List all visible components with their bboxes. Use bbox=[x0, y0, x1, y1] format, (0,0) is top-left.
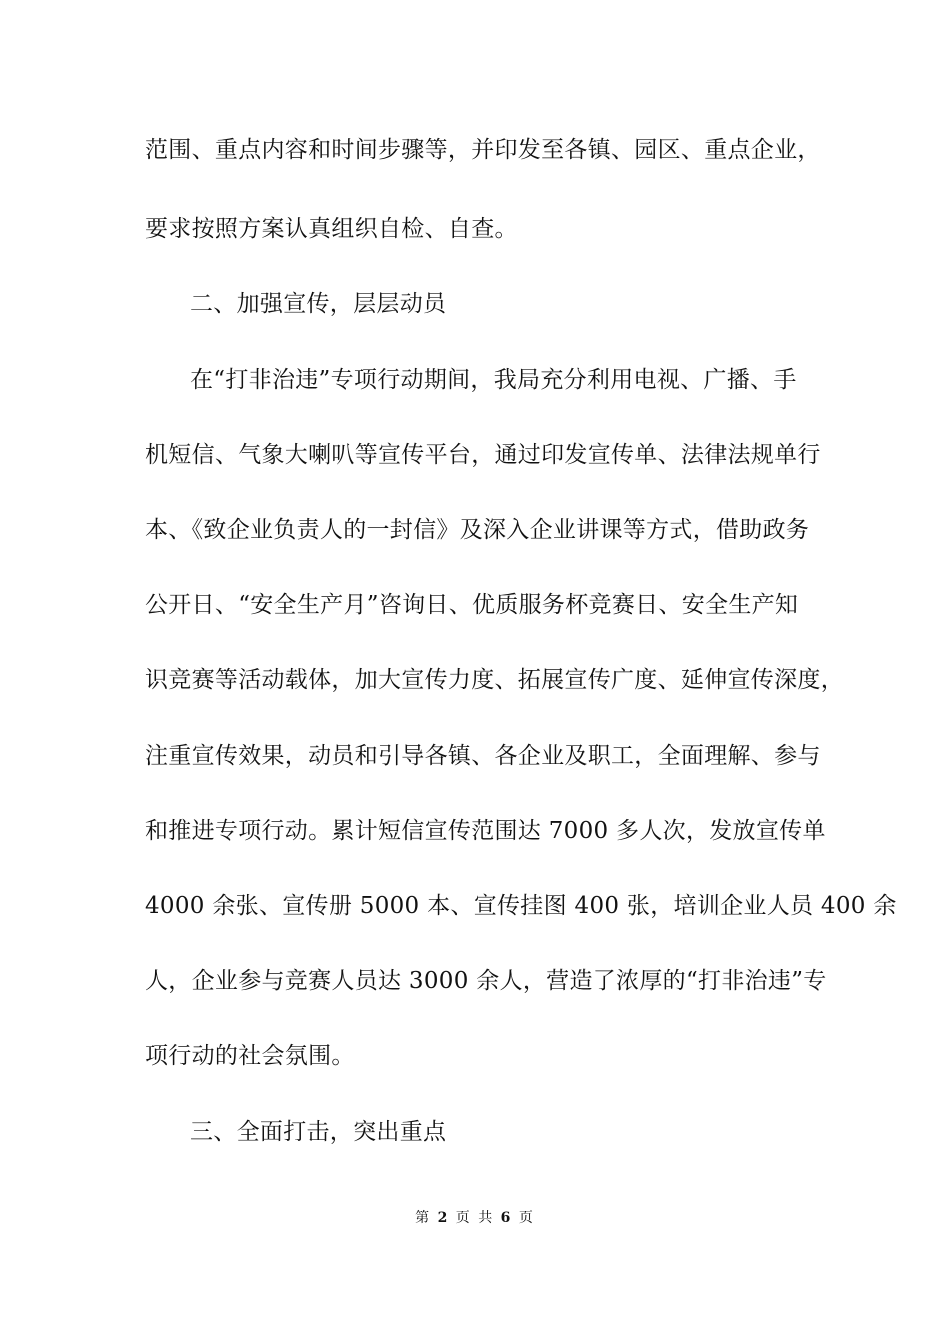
body-text-line: 人，企业参与竞赛人员达 3000 余人，营造了浓厚的“打非治违”专 bbox=[145, 968, 827, 994]
footer-prefix: 第 bbox=[415, 1210, 432, 1226]
footer-middle: 页 共 bbox=[455, 1210, 495, 1226]
section-heading: 二、加强宣传，层层动员 bbox=[190, 291, 447, 317]
body-text-line: 和推进专项行动。累计短信宣传范围达 7000 多人次，发放宣传单 bbox=[145, 818, 826, 844]
body-text-line: 公开日、“安全生产月”咨询日、优质服务杯竞赛日、安全生产知 bbox=[145, 592, 799, 618]
paragraph-first-line: 在“打非治违”专项行动期间，我局充分利用电视、广播、手 bbox=[190, 367, 797, 393]
body-text-line: 项行动的社会氛围。 bbox=[145, 1043, 355, 1069]
current-page-number: 2 bbox=[437, 1210, 450, 1226]
body-text-line: 4000 余张、宣传册 5000 本、宣传挂图 400 张，培训企业人员 400 余 bbox=[145, 893, 897, 919]
body-text-line: 要求按照方案认真组织自检、自查。 bbox=[145, 216, 518, 242]
footer-suffix: 页 bbox=[518, 1210, 535, 1226]
body-text-line: 识竞赛等活动载体，加大宣传力度、拓展宣传广度、延伸宣传深度， bbox=[145, 667, 844, 693]
body-text-line: 范围、重点内容和时间步骤等，并印发至各镇、园区、重点企业， bbox=[145, 137, 821, 163]
body-text-line: 本、《致企业负责人的一封信》及深入企业讲课等方式，借助政务 bbox=[145, 517, 810, 543]
total-pages-number: 6 bbox=[500, 1210, 513, 1226]
body-text-line: 注重宣传效果，动员和引导各镇、各企业及职工，全面理解、参与 bbox=[145, 743, 821, 769]
body-text-line: 机短信、气象大喇叭等宣传平台，通过印发宣传单、法律法规单行 bbox=[145, 442, 821, 468]
page-footer bbox=[0, 1208, 950, 1228]
section-heading: 三、全面打击，突出重点 bbox=[190, 1119, 447, 1145]
